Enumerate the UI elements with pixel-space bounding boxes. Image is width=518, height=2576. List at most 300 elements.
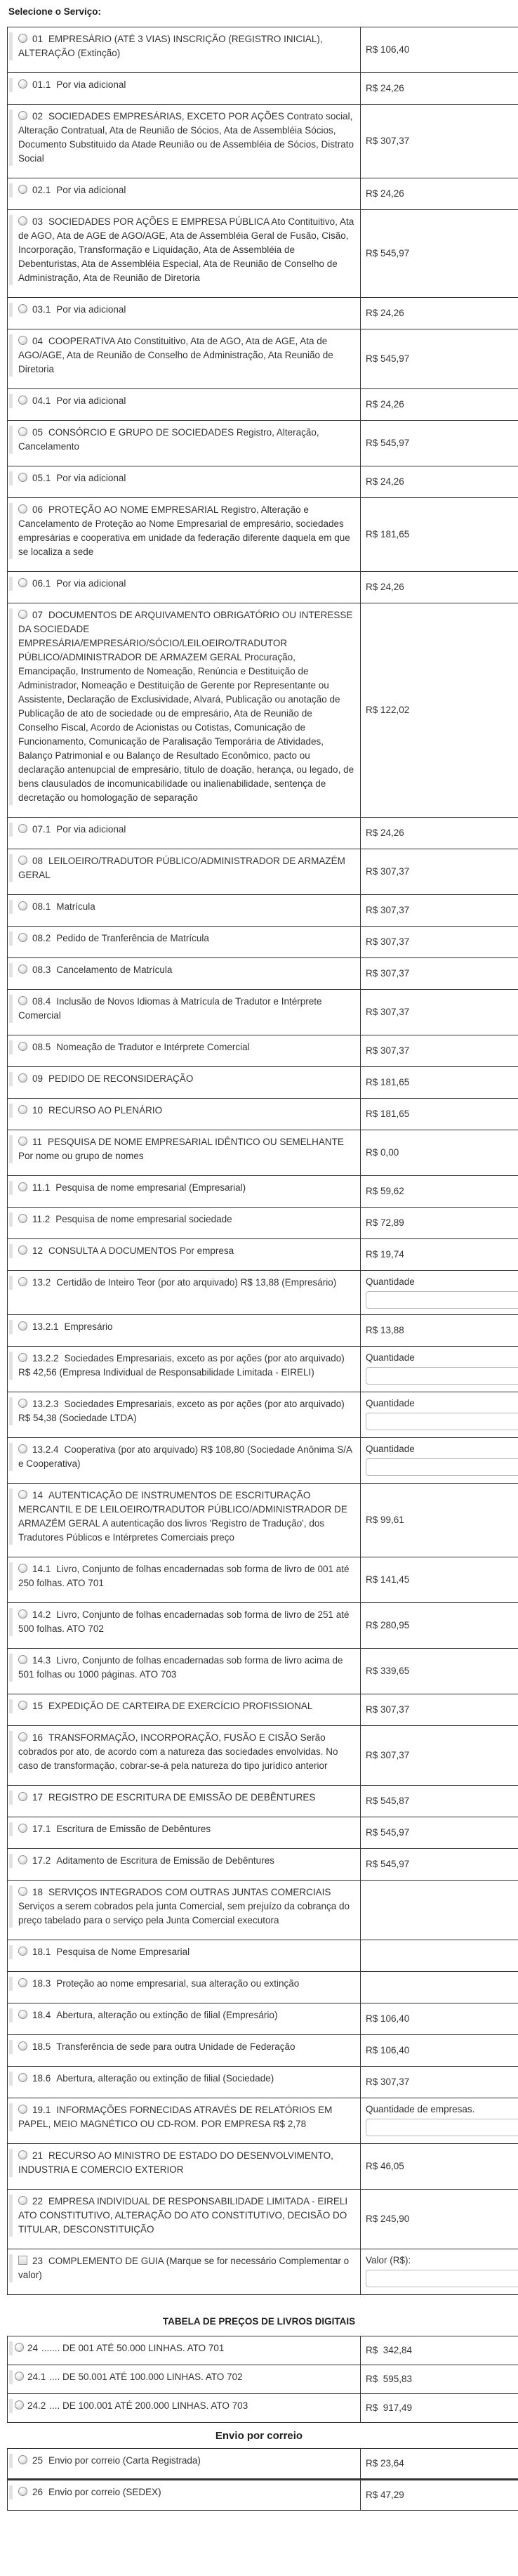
service-row xyxy=(8,1817,518,1849)
service-label: PEDIDO DE RECONSIDERAÇÃO xyxy=(48,1073,194,1084)
service-label: LEILOEIRO/TRADUTOR PÚBLICO/ADMINISTRADOR DE ARMAZÉM GERAL xyxy=(18,856,345,880)
service-cell xyxy=(8,466,361,498)
service-number: 23 xyxy=(32,2256,44,2266)
service-cell xyxy=(8,1972,361,2003)
price-cell xyxy=(361,2098,518,2144)
service-line xyxy=(9,1244,354,1258)
price-cell xyxy=(361,1972,518,2003)
service-row xyxy=(8,1438,518,1484)
service-line xyxy=(9,2254,354,2282)
service-cell xyxy=(8,2144,361,2190)
price-cell xyxy=(361,958,518,990)
price-cell xyxy=(361,1603,518,1649)
service-row xyxy=(8,895,518,927)
service-line xyxy=(9,1562,354,1590)
service-cell xyxy=(8,1940,361,1972)
service-row xyxy=(8,572,518,603)
radio-icon[interactable] xyxy=(18,1042,27,1051)
service-number: 06 xyxy=(32,504,44,515)
radio-icon[interactable] xyxy=(15,2343,24,2352)
radio-icon[interactable] xyxy=(18,933,27,942)
service-cell xyxy=(8,927,361,958)
quantity-label: Quantidade xyxy=(366,1352,415,1363)
service-row xyxy=(8,466,518,498)
radio-icon[interactable] xyxy=(18,304,27,313)
radio-icon[interactable] xyxy=(18,824,27,833)
price-value: R$ 307,37 xyxy=(366,936,410,947)
service-cell xyxy=(8,1099,361,1130)
service-line xyxy=(9,1212,354,1227)
radio-icon[interactable] xyxy=(18,395,27,405)
service-line xyxy=(9,1977,354,1991)
service-cell xyxy=(8,73,361,105)
radio-icon[interactable] xyxy=(18,2041,27,2051)
service-row xyxy=(8,421,518,466)
service-number: 06.1 xyxy=(32,578,51,589)
service-number: 03.1 xyxy=(32,304,51,315)
service-line xyxy=(9,471,354,485)
service-label: Pesquisa de nome empresarial (Empresarial) xyxy=(55,1182,246,1193)
service-row xyxy=(8,990,518,1035)
service-line xyxy=(9,1699,354,1713)
service-cell xyxy=(8,2098,361,2144)
quantity-input[interactable] xyxy=(366,1367,518,1385)
service-cell xyxy=(8,1726,361,1786)
price-cell xyxy=(361,1315,518,1347)
radio-icon[interactable] xyxy=(18,1073,27,1083)
price-cell xyxy=(361,2480,518,2511)
service-row xyxy=(8,1940,518,1972)
price-value: R$ 106,40 xyxy=(366,2013,410,2024)
radio-icon[interactable] xyxy=(18,578,27,587)
service-cell xyxy=(8,849,361,895)
service-line xyxy=(9,2485,354,2499)
service-line xyxy=(9,995,354,1023)
service-line xyxy=(9,2103,354,2131)
price-cell xyxy=(361,1130,518,1176)
radio-icon[interactable] xyxy=(18,1444,27,1453)
service-label: AUTENTICAÇÃO DE INSTRUMENTOS DE ESCRITURAÇÃO MERCANTIL E DE LEILOEIRO/TRADUTOR PÚBLICO/ADMINISTRADOR DE ARMAZÉM GERAL A autenticação dos livros 'Registro de Tradução', dos Tradutores Públicos e Intérpretes Comerciais preço xyxy=(18,1490,347,1543)
service-line xyxy=(9,2454,354,2468)
service-number: 22 xyxy=(32,2196,44,2206)
price-cell xyxy=(361,1208,518,1239)
price-cell xyxy=(361,466,518,498)
service-number: 08.5 xyxy=(32,1042,51,1052)
service-cell xyxy=(8,1603,361,1649)
service-line xyxy=(9,823,354,837)
service-label: Certidão de Inteiro Teor (por ato arquivado) R$ 13,88 (Empresário) xyxy=(56,1277,337,1288)
service-number: 24.1 xyxy=(27,2372,46,2382)
radio-icon[interactable] xyxy=(18,1214,27,1223)
radio-icon[interactable] xyxy=(18,996,27,1005)
price-cell xyxy=(361,1438,518,1484)
service-number: 04 xyxy=(32,336,44,346)
price-value: R$ 181,65 xyxy=(366,1077,410,1087)
service-label: Escritura de Emissão de Debêntures xyxy=(56,1824,211,1834)
service-row xyxy=(8,1603,518,1649)
radio-icon[interactable] xyxy=(18,1321,27,1331)
price-cell xyxy=(361,1649,518,1694)
radio-icon[interactable] xyxy=(18,1490,27,1499)
radio-icon[interactable] xyxy=(18,2455,27,2464)
radio-icon[interactable] xyxy=(18,1182,27,1191)
service-label: Por via adicional xyxy=(56,79,126,90)
radio-icon[interactable] xyxy=(15,2400,24,2410)
service-number: 11.1 xyxy=(32,1182,51,1193)
service-row xyxy=(8,1849,518,1881)
service-cell xyxy=(8,1239,361,1271)
service-number: 18.5 xyxy=(32,2041,51,2052)
digital-books-header: TABELA DE PREÇOS DE LIVROS DIGITAIS xyxy=(162,2316,356,2327)
radio-icon[interactable] xyxy=(18,1978,27,1987)
radio-icon[interactable] xyxy=(18,1887,27,1896)
service-label: ....... DE 001 ATÉ 50.000 LINHAS. ATO 701 xyxy=(41,2343,225,2353)
radio-icon[interactable] xyxy=(18,504,27,514)
service-number: 24 xyxy=(27,2343,39,2353)
price-cell xyxy=(361,73,518,105)
service-line xyxy=(9,1320,354,1334)
price-cell xyxy=(361,1817,518,1849)
service-line xyxy=(9,1731,354,1773)
service-label: EXPEDIÇÃO DE CARTEIRA DE EXERCÍCIO PROFISSIONAL xyxy=(48,1701,313,1711)
service-label: RECURSO AO MINISTRO DE ESTADO DO DESENVOLVIMENTO, INDUSTRIA E COMERCIO EXTERIOR xyxy=(18,2150,333,2175)
service-line xyxy=(9,1397,354,1425)
radio-icon[interactable] xyxy=(18,1399,27,1408)
radio-icon[interactable] xyxy=(18,1245,27,1255)
price-value: R$ 245,90 xyxy=(366,2214,410,2224)
price-value: R$ 13,88 xyxy=(366,1325,404,1335)
service-line xyxy=(9,2341,354,2355)
price-value: R$ 24,26 xyxy=(366,188,404,199)
price-cell xyxy=(361,1694,518,1726)
service-label: SOCIEDADES POR AÇÕES E EMPRESA PÚBLICA Ato Contituitivo, Ata de AGO, Ata de AGE de AGO/AGE, Ata de Assembléia Geral de Fusão, Cisão, Incorporação, Transformação e Liquidação, Ata de Assembléia de Debenturistas, Ata de Assembléia Especial, Ata de Reunião de Conselho de Administração, Ata de Reunião de Diretoria xyxy=(18,216,354,283)
service-number: 01.1 xyxy=(32,79,51,90)
service-cell xyxy=(8,389,361,421)
radio-icon[interactable] xyxy=(18,34,27,43)
service-label: Proteção ao nome empresarial, sua alteração ou extinção xyxy=(56,1978,300,1989)
service-label: Por via adicional xyxy=(56,395,126,406)
service-row xyxy=(8,1347,518,1392)
price-cell xyxy=(361,849,518,895)
price-value: R$ 307,37 xyxy=(366,905,410,915)
radio-icon[interactable] xyxy=(18,1137,27,1146)
radio-icon[interactable] xyxy=(18,1277,27,1286)
service-label: .... DE 50.001 ATÉ 100.000 LINHAS. ATO 702 xyxy=(49,2372,243,2382)
service-label: Sociedades Empresariais, exceto as por ações (por ato arquivado) R$ 42,56 (Empresa Individual de Responsabilidade Limitada - EIRELI) xyxy=(18,1353,345,1378)
price-value: R$ 122,02 xyxy=(366,705,410,715)
price-value: R$ 595,83 xyxy=(366,2374,413,2384)
quantity-input[interactable] xyxy=(366,1458,518,1476)
service-label: Envio por correio (Carta Registrada) xyxy=(48,2455,201,2466)
service-row xyxy=(8,849,518,895)
radio-icon[interactable] xyxy=(18,79,27,89)
price-cell xyxy=(361,1786,518,1817)
radio-icon[interactable] xyxy=(18,1609,27,1619)
service-cell xyxy=(8,421,361,466)
digital-books-table xyxy=(7,2336,518,2423)
price-cell xyxy=(361,498,518,572)
service-label: Cancelamento de Matrícula xyxy=(56,965,173,975)
page-title: Selecione o Serviço: xyxy=(8,6,102,17)
service-row xyxy=(8,1726,518,1786)
service-number: 18.1 xyxy=(32,1947,51,1957)
service-number: 13.2.1 xyxy=(32,1321,59,1332)
radio-icon[interactable] xyxy=(18,2196,27,2205)
price-cell xyxy=(361,298,518,329)
price-cell xyxy=(361,2336,518,2365)
quantity-input[interactable] xyxy=(366,2119,518,2136)
quantity-label: Valor (R$): xyxy=(366,2255,411,2266)
service-cell xyxy=(8,1035,361,1067)
price-cell xyxy=(361,389,518,421)
price-cell xyxy=(361,1484,518,1557)
service-row xyxy=(8,1176,518,1208)
radio-icon[interactable] xyxy=(18,965,27,974)
service-label: Por via adicional xyxy=(56,185,126,195)
radio-icon[interactable] xyxy=(18,473,27,482)
radio-icon[interactable] xyxy=(18,1855,27,1864)
service-number: 11 xyxy=(32,1137,43,1147)
service-cell xyxy=(8,572,361,603)
service-number: 07.1 xyxy=(32,824,51,835)
radio-icon[interactable] xyxy=(18,427,27,436)
service-row xyxy=(8,927,518,958)
service-line xyxy=(9,608,354,805)
service-line xyxy=(9,1352,354,1380)
price-value: R$ 307,37 xyxy=(366,1704,410,1715)
price-cell xyxy=(361,927,518,958)
radio-icon[interactable] xyxy=(18,2105,27,2114)
radio-icon[interactable] xyxy=(18,1655,27,1664)
service-row xyxy=(8,498,518,572)
service-cell xyxy=(8,2035,361,2067)
service-line xyxy=(9,78,354,92)
price-value: R$ 307,37 xyxy=(366,136,410,146)
price-cell xyxy=(361,1726,518,1786)
service-cell xyxy=(8,1067,361,1099)
service-row xyxy=(8,1130,518,1176)
service-row xyxy=(8,2003,518,2035)
service-label: COMPLEMENTO DE GUIA (Marque se for necessário Complementar o valor) xyxy=(18,2256,350,2280)
price-value: R$ 46,05 xyxy=(366,2161,404,2171)
quantity-input[interactable] xyxy=(366,2270,518,2287)
radio-icon[interactable] xyxy=(18,185,27,194)
service-cell xyxy=(8,1392,361,1438)
radio-icon[interactable] xyxy=(18,2150,27,2159)
radio-icon[interactable] xyxy=(18,610,27,619)
service-line xyxy=(9,1135,354,1163)
price-value: R$ 307,37 xyxy=(366,1045,410,1056)
radio-icon[interactable] xyxy=(18,856,27,865)
service-cell xyxy=(8,1271,361,1315)
service-row xyxy=(8,603,518,818)
service-row xyxy=(8,1786,518,1817)
price-cell xyxy=(361,895,518,927)
radio-icon[interactable] xyxy=(18,1947,27,1956)
price-cell xyxy=(361,178,518,210)
service-line xyxy=(9,2072,354,2086)
service-label: Inclusão de Novos Idiomas à Matrícula de Tradutor e Intérprete Comercial xyxy=(18,996,322,1021)
price-value: R$ 280,95 xyxy=(366,1620,410,1630)
radio-icon[interactable] xyxy=(18,2010,27,2019)
price-cell xyxy=(361,27,518,73)
service-number: 24.2 xyxy=(27,2400,46,2411)
price-value: R$ 545,87 xyxy=(366,1796,410,1806)
service-label: PROTEÇÃO AO NOME EMPRESARIAL Registro, Alteração e Cancelamento de Proteção ao Nome Empresarial de empresário, sociedades empresárias e cooperativa em unidade da federação diferente daquela em que se localiza a sede xyxy=(18,504,350,557)
service-cell xyxy=(8,2480,361,2511)
service-number: 25 xyxy=(32,2455,44,2466)
service-row xyxy=(8,1694,518,1726)
service-line xyxy=(9,931,354,946)
quantity-input[interactable] xyxy=(366,1413,518,1430)
price-value: R$ 342,84 xyxy=(366,2345,413,2355)
service-label: Nomeação de Tradutor e Intérprete Comercial xyxy=(56,1042,250,1052)
quantity-label: Quantidade xyxy=(366,1398,415,1408)
service-line xyxy=(9,1040,354,1054)
service-number: 08 xyxy=(32,856,44,866)
price-cell xyxy=(361,990,518,1035)
service-line xyxy=(9,303,354,317)
service-line xyxy=(9,426,354,454)
service-cell xyxy=(8,1694,361,1726)
service-label: Pedido de Tranferência de Matrícula xyxy=(56,933,209,943)
quantity-input[interactable] xyxy=(366,1291,518,1309)
radio-icon[interactable] xyxy=(18,1701,27,1710)
service-cell xyxy=(8,2067,361,2098)
service-row xyxy=(8,1099,518,1130)
service-number: 11.2 xyxy=(32,1214,51,1224)
service-row xyxy=(8,1392,518,1438)
service-number: 13.2.2 xyxy=(32,1353,59,1364)
service-cell xyxy=(8,210,361,298)
price-cell xyxy=(361,210,518,298)
price-value: R$ 545,97 xyxy=(366,1827,410,1838)
service-row xyxy=(8,1649,518,1694)
service-number: 17.1 xyxy=(32,1824,51,1834)
price-value: R$ 307,37 xyxy=(366,866,410,877)
radio-icon[interactable] xyxy=(18,1353,27,1362)
service-number: 07 xyxy=(32,610,44,620)
service-row xyxy=(8,105,518,178)
price-cell xyxy=(361,603,518,818)
service-label: Envio por correio (SEDEX) xyxy=(48,2487,161,2497)
radio-icon[interactable] xyxy=(18,1732,27,1741)
price-value: R$ 545,97 xyxy=(366,1859,410,1869)
service-number: 01 xyxy=(32,34,44,44)
radio-icon[interactable] xyxy=(18,336,27,345)
service-line xyxy=(9,394,354,408)
service-number: 19.1 xyxy=(32,2105,51,2115)
price-cell xyxy=(361,1347,518,1392)
price-cell xyxy=(361,329,518,389)
radio-icon[interactable] xyxy=(18,901,27,910)
service-number: 13.2.4 xyxy=(32,1444,59,1455)
price-value: R$ 307,37 xyxy=(366,2077,410,2087)
price-value: R$ 307,37 xyxy=(366,1750,410,1760)
price-cell xyxy=(361,1557,518,1603)
quantity-label: Quantidade de empresas. xyxy=(366,2104,475,2114)
price-value: R$ 917,49 xyxy=(366,2402,413,2413)
service-number: 09 xyxy=(32,1073,44,1084)
service-row xyxy=(8,1208,518,1239)
price-cell xyxy=(361,2449,518,2480)
service-number: 03 xyxy=(32,216,44,227)
service-cell xyxy=(8,1176,361,1208)
service-cell xyxy=(8,990,361,1035)
radio-icon[interactable] xyxy=(18,2487,27,2496)
service-label: EMPRESA INDIVIDUAL DE RESPONSABILIDADE LIMITADA - EIRELI ATO CONSTITUTIVO, ALTERAÇÃO DO ATO CONSTITUTIVO, DECISÃO DO TITULAR, DESCONSTITUIÇÃO xyxy=(18,2196,348,2235)
service-row xyxy=(8,1484,518,1557)
service-cell xyxy=(8,1817,361,1849)
service-label: INFORMAÇÕES FORNECIDAS ATRAVÉS DE RELATÓRIOS EM PAPEL, MEIO MAGNÉTICO OU CD-ROM. POR EMPRESA R$ 2,78 xyxy=(18,2105,333,2129)
service-label: Livro, Conjunto de folhas encadernadas sob forma de livro de 001 até 250 folhas. ATO 701 xyxy=(18,1564,350,1588)
price-value: R$ 181,65 xyxy=(366,1109,410,1119)
service-cell xyxy=(8,498,361,572)
service-cell xyxy=(8,1786,361,1817)
price-value: R$ 106,40 xyxy=(366,44,410,55)
service-number: 16 xyxy=(32,1732,44,1743)
radio-icon[interactable] xyxy=(18,1105,27,1114)
service-cell xyxy=(8,1347,361,1392)
service-row xyxy=(8,1239,518,1271)
service-row xyxy=(8,1557,518,1603)
service-cell xyxy=(8,178,361,210)
radio-icon[interactable] xyxy=(18,111,27,120)
service-row xyxy=(8,2449,518,2480)
service-line xyxy=(9,2195,354,2237)
price-value: R$ 24,26 xyxy=(366,476,404,487)
radio-icon[interactable] xyxy=(15,2372,24,2381)
service-line xyxy=(9,2370,354,2384)
service-line xyxy=(9,503,354,559)
price-cell xyxy=(361,1239,518,1271)
service-label: COOPERATIVA Ato Constituitivo, Ata de AGO, Ata de AGE, Ata de AGO/AGE, Ata de Reunião de Conselho de Administração, Ata Reunião de Diretoria xyxy=(18,336,333,374)
checkbox-icon[interactable] xyxy=(18,2256,27,2265)
service-label: PESQUISA DE NOME EMPRESARIAL IDÊNTICO OU SEMELHANTE Por nome ou grupo de nomes xyxy=(18,1137,344,1161)
radio-icon[interactable] xyxy=(18,1824,27,1833)
service-line xyxy=(9,183,354,197)
service-number: 14.2 xyxy=(32,1609,51,1620)
service-line xyxy=(9,32,354,60)
service-line xyxy=(9,1885,354,1928)
service-row xyxy=(8,2480,518,2511)
service-cell xyxy=(8,2365,361,2394)
service-label: Por via adicional xyxy=(56,304,126,315)
service-cell xyxy=(8,1208,361,1239)
service-line xyxy=(9,2040,354,2054)
service-label: RECURSO AO PLENÁRIO xyxy=(48,1105,163,1116)
radio-icon[interactable] xyxy=(18,2073,27,2082)
service-cell xyxy=(8,105,361,178)
price-value: R$ 24,26 xyxy=(366,828,404,838)
price-cell xyxy=(361,105,518,178)
price-value: R$ 19,74 xyxy=(366,1249,404,1260)
service-cell xyxy=(8,603,361,818)
service-number: 14.3 xyxy=(32,1655,51,1666)
price-cell xyxy=(361,2035,518,2067)
radio-icon[interactable] xyxy=(18,216,27,225)
service-label: Matrícula xyxy=(56,901,95,912)
service-line xyxy=(9,1181,354,1195)
price-cell xyxy=(361,1271,518,1315)
radio-icon[interactable] xyxy=(18,1792,27,1801)
service-number: 02.1 xyxy=(32,185,51,195)
service-label: TRANSFORMAÇÃO, INCORPORAÇÃO, FUSÃO E CISÃO Serão cobrados por ato, de acordo com a natureza das sociedades envolvidas. No caso de transformação, cobrar-se-á pela natureza do tipo jurídico anterior xyxy=(18,1732,338,1771)
service-number: 08.1 xyxy=(32,901,51,912)
service-label: .... DE 100.001 ATÉ 200.000 LINHAS. ATO 703 xyxy=(49,2400,248,2411)
radio-icon[interactable] xyxy=(18,1564,27,1573)
price-cell xyxy=(361,2394,518,2423)
